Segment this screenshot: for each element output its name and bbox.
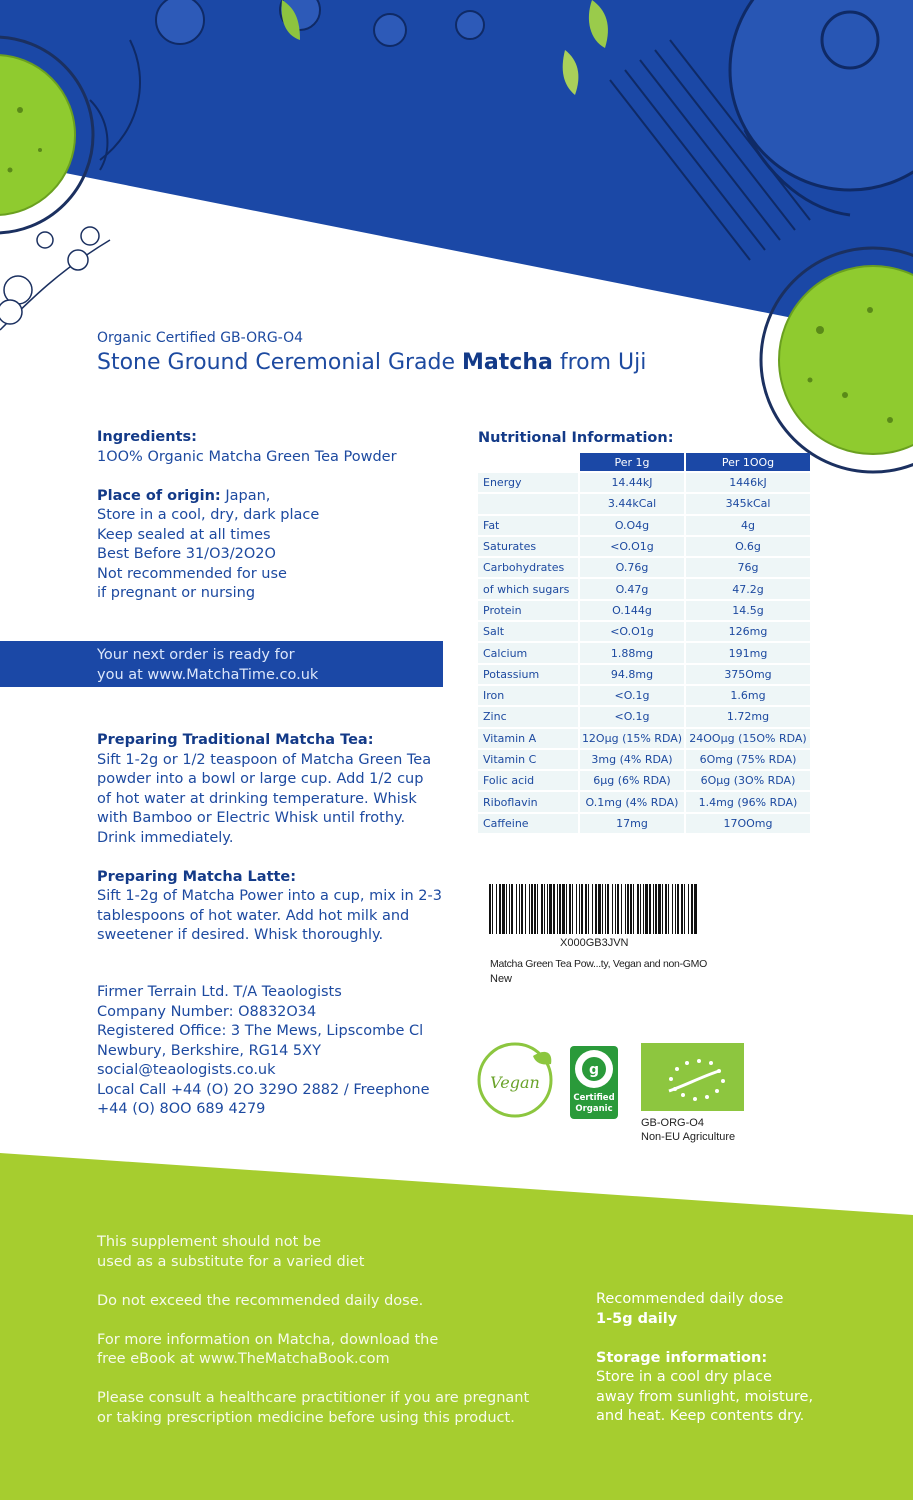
barcode-bar <box>607 884 609 934</box>
nutrient-label: Saturates <box>478 537 578 556</box>
value-per-1g: 3.44kCal <box>580 494 684 513</box>
instruction-line: Sift 1-2g or 1/2 teaspoon of Matcha Green Tea <box>97 751 432 768</box>
nutrition-row <box>478 601 810 620</box>
barcode-bar <box>627 884 629 934</box>
certification-code: Organic Certified GB-ORG-O4 <box>97 330 304 346</box>
dose-value: 1-5g daily <box>596 1310 678 1327</box>
value-per-100g: 126mg <box>686 622 810 641</box>
barcode-bar <box>553 884 555 934</box>
barcode-bar <box>492 884 493 934</box>
value-per-100g: 375Omg <box>686 665 810 684</box>
svg-text:Organic: Organic <box>575 1104 613 1114</box>
barcode-bar <box>691 884 693 934</box>
nutrition-row <box>478 750 810 769</box>
value-per-100g: 47.2g <box>686 579 810 598</box>
value-per-1g: 14.44kJ <box>580 473 684 492</box>
barcode-bar <box>499 884 501 934</box>
storage-line: away from sunlight, moisture, <box>596 1388 814 1405</box>
barcode-bar <box>684 884 685 934</box>
barcode-bar <box>506 884 507 934</box>
value-per-100g: 76g <box>686 558 810 577</box>
instruction-line: with Bamboo or Electric Whisk until frothy. <box>97 810 406 826</box>
barcode-bar <box>509 884 510 934</box>
barcode-bar <box>665 884 667 934</box>
svg-text:Certified: Certified <box>573 1093 615 1103</box>
barcode-bar <box>529 884 530 934</box>
nutrient-label: Zinc <box>478 707 578 726</box>
barcode-bar <box>534 884 536 934</box>
barcode-bar <box>592 884 593 934</box>
value-per-1g: <O.1g <box>580 707 684 726</box>
value-per-100g: 4g <box>686 516 810 535</box>
barcode-bar <box>569 884 571 934</box>
company-address: Registered Office: 3 The Mews, Lipscombe Cl <box>97 1023 424 1039</box>
nutrition-table <box>476 451 812 835</box>
column-header-per-100g: Per 1OOg <box>686 453 810 471</box>
barcode-bar <box>537 884 538 934</box>
barcode-bar <box>511 884 513 934</box>
barcode-bar <box>598 884 601 934</box>
instruction-line: tablespoons of hot water. Add hot milk and <box>97 907 410 924</box>
value-per-1g: 1.88mg <box>580 643 684 662</box>
nutrition-row <box>478 622 810 641</box>
value-per-100g: O.6g <box>686 537 810 556</box>
company-address: Newbury, Berkshire, RG14 5XY <box>97 1042 321 1059</box>
nutrition-row <box>478 814 810 833</box>
barcode-bar <box>585 884 587 934</box>
storage-heading: Storage information: <box>596 1349 768 1366</box>
best-before: Best Before 31/O3/2O2O <box>97 546 276 562</box>
barcode-bar <box>559 884 561 934</box>
nutrient-label: Caffeine <box>478 814 578 833</box>
barcode-bar <box>633 884 634 934</box>
value-per-100g: 24OOµg (15O% RDA) <box>686 729 810 748</box>
eu-code: GB-ORG-O4 Non-EU Agriculture <box>641 1117 736 1143</box>
nutrient-label: Salt <box>478 622 578 641</box>
nutrition-row <box>478 707 810 726</box>
value-per-100g: 1.72mg <box>686 707 810 726</box>
storage-line: Store in a cool, dry, dark place <box>97 507 320 523</box>
barcode-bar <box>649 884 651 934</box>
value-per-100g: 6Omg (75% RDA) <box>686 750 810 769</box>
barcode-bar <box>658 884 661 934</box>
ingredients-heading: Ingredients: <box>97 429 197 445</box>
nutrient-label <box>478 494 578 513</box>
value-per-100g: 1.6mg <box>686 686 810 705</box>
barcode-bar <box>655 884 657 934</box>
nutrition-row <box>478 579 810 598</box>
value-per-100g: 1.4mg (96% RDA) <box>686 792 810 811</box>
barcode-condition: New <box>490 973 513 985</box>
origin-line: Place of origin: Japan, <box>97 487 271 504</box>
value-per-100g: 6Oµg (3O% RDA) <box>686 771 810 790</box>
company-phone: Local Call +44 (O) 2O 329O 2882 / Freephone <box>97 1081 430 1098</box>
nutrient-label: Potassium <box>478 665 578 684</box>
nutrition-row <box>478 771 810 790</box>
barcode-bar <box>645 884 648 934</box>
barcode-bar <box>544 884 545 934</box>
vegan-badge-icon <box>475 1038 555 1120</box>
company-email[interactable]: social@teaologists.co.uk <box>97 1062 276 1078</box>
barcode-bar <box>615 884 616 934</box>
footer-dose-storage <box>596 1290 856 1427</box>
barcode-bar <box>531 884 533 934</box>
barcode-bar <box>612 884 613 934</box>
barcode-bar <box>637 884 639 934</box>
value-per-1g: 6µg (6% RDA) <box>580 771 684 790</box>
barcode-bar <box>581 884 583 934</box>
nutrient-label: Riboflavin <box>478 792 578 811</box>
preparation-block <box>97 731 457 946</box>
value-per-100g: 345kCal <box>686 494 810 513</box>
barcode-bar <box>566 884 567 934</box>
company-number: Company Number: O8832O34 <box>97 1003 317 1020</box>
barcode-bar <box>668 884 669 934</box>
nutrition-title: Nutritional Information: <box>478 430 674 446</box>
barcode-bar <box>579 884 580 934</box>
nutrition-row <box>478 473 810 492</box>
storage-line: and heat. Keep contents dry. <box>596 1408 805 1424</box>
nutrition-row <box>478 665 810 684</box>
warning-line: if pregnant or nursing <box>97 585 256 601</box>
ingredients-text: 1OO% Organic Matcha Green Tea Powder <box>97 448 397 465</box>
barcode-bar <box>557 884 558 934</box>
barcode-bar <box>588 884 589 934</box>
barcode-bar <box>595 884 597 934</box>
footer-note: This supplement should not be used as a substitute for a varied diet <box>97 1234 365 1270</box>
organic-food-federation-icon <box>569 1045 619 1120</box>
value-per-1g: O.O4g <box>580 516 684 535</box>
nutrition-row <box>478 686 810 705</box>
barcode-bar <box>672 884 673 934</box>
nutrient-label: of which sugars <box>478 579 578 598</box>
barcode-bar <box>496 884 497 934</box>
latte-heading: Preparing Matcha Latte: <box>97 868 297 885</box>
value-per-100g: 1446kJ <box>686 473 810 492</box>
nutrient-label: Iron <box>478 686 578 705</box>
barcode-bar <box>541 884 543 934</box>
order-banner-text: Your next order is ready for you at www.MatchaTime.co.uk <box>97 646 318 685</box>
nutrient-label: Calcium <box>478 643 578 662</box>
barcode-bar <box>681 884 683 934</box>
footer-note: Please consult a healthcare practitioner if you are pregnant or taking prescription medicine before using this product. <box>97 1390 530 1426</box>
nutrient-label: Protein <box>478 601 578 620</box>
svg-text:Vegan: Vegan <box>490 1073 540 1092</box>
company-phone: +44 (O) 8OO 689 4279 <box>97 1101 266 1117</box>
value-per-100g: 14.5g <box>686 601 810 620</box>
nutrition-row <box>478 643 810 662</box>
traditional-heading: Preparing Traditional Matcha Tea: <box>97 732 374 748</box>
value-per-100g: 191mg <box>686 643 810 662</box>
barcode-bar <box>643 884 644 934</box>
nutrition-row <box>478 729 810 748</box>
barcode-bar <box>617 884 619 934</box>
nutrient-label: Carbohydrates <box>478 558 578 577</box>
ingredients-block <box>97 428 457 604</box>
instruction-line: sweetener if desired. Whisk thoroughly. <box>97 927 384 943</box>
nutrition-row <box>478 558 810 577</box>
company-block <box>97 983 497 1120</box>
value-per-1g: 3mg (4% RDA) <box>580 750 684 769</box>
value-per-1g: O.1mg (4% RDA) <box>580 792 684 811</box>
barcode-bar <box>549 884 552 934</box>
barcode-bar <box>677 884 679 934</box>
value-per-1g: 17mg <box>580 814 684 833</box>
footer-note: For more information on Matcha, download the free eBook at www.TheMatchaBook.com <box>97 1331 439 1367</box>
value-per-1g: O.144g <box>580 601 684 620</box>
barcode-bar <box>605 884 606 934</box>
nutrient-label: Vitamin C <box>478 750 578 769</box>
value-per-1g: 94.8mg <box>580 665 684 684</box>
barcode-bar <box>653 884 654 934</box>
barcode-bar <box>489 884 491 934</box>
barcode-bar <box>675 884 676 934</box>
nutrient-label: Vitamin A <box>478 729 578 748</box>
nutrition-row <box>478 537 810 556</box>
nutrient-label: Folic acid <box>478 771 578 790</box>
cherry-blossom-icon <box>0 227 110 330</box>
column-header-per-1g: Per 1g <box>580 453 684 471</box>
barcode-bar <box>694 884 697 934</box>
barcode-bar <box>519 884 520 934</box>
value-per-1g: O.47g <box>580 579 684 598</box>
value-per-1g: 12Oµg (15% RDA) <box>580 729 684 748</box>
value-per-1g: <O.O1g <box>580 622 684 641</box>
barcode-bar <box>525 884 526 934</box>
eu-organic-logo-icon <box>641 1043 744 1111</box>
barcode-bar <box>516 884 517 934</box>
website-link[interactable]: you at www.MatchaTime.co.uk <box>97 666 319 683</box>
barcode-bar <box>621 884 622 934</box>
barcode-bar <box>630 884 632 934</box>
barcode-bar <box>576 884 577 934</box>
barcode-id: X000GB3JVN <box>560 937 629 949</box>
dose-label: Recommended daily dose <box>596 1291 784 1307</box>
barcode-bar <box>562 884 565 934</box>
nutrition-row <box>478 494 810 513</box>
nutrient-label: Energy <box>478 473 578 492</box>
barcode-description: Matcha Green Tea Pow...ty, Vegan and non-GMO <box>490 958 707 970</box>
storage-line: Keep sealed at all times <box>97 526 271 543</box>
barcode-bar <box>521 884 523 934</box>
warning-line: Not recommended for use <box>97 565 287 582</box>
value-per-100g: 17OOmg <box>686 814 810 833</box>
instruction-line: of hot water at drinking temperature. Whisk <box>97 790 417 807</box>
barcode-bar <box>602 884 603 934</box>
instruction-line: Drink immediately. <box>97 829 234 846</box>
svg-text:g: g <box>588 1062 600 1078</box>
nutrient-label: Fat <box>478 516 578 535</box>
storage-line: Store in a cool dry place <box>596 1369 772 1385</box>
instruction-line: Sift 1-2g of Matcha Power into a cup, mix in 2-3 <box>97 888 442 904</box>
barcode-bar <box>502 884 505 934</box>
barcode-bar <box>547 884 548 934</box>
nutrition-row <box>478 792 810 811</box>
barcode-bar <box>688 884 689 934</box>
footer-note: Do not exceed the recommended daily dose. <box>97 1292 424 1309</box>
value-per-1g: O.76g <box>580 558 684 577</box>
barcode-bar <box>625 884 626 934</box>
instruction-line: powder into a bowl or large cup. Add 1/2 cup <box>97 771 424 787</box>
value-per-1g: <O.1g <box>580 686 684 705</box>
value-per-1g: <O.O1g <box>580 537 684 556</box>
barcode-bar <box>640 884 641 934</box>
footer-notes <box>97 1233 567 1448</box>
barcode-bar <box>572 884 573 934</box>
barcode-bar <box>662 884 663 934</box>
company-name: Firmer Terrain Ltd. T/A Teaologists <box>97 984 342 1000</box>
nutrition-row <box>478 516 810 535</box>
product-title: Stone Ground Ceremonial Grade Matcha from Uji <box>97 350 647 375</box>
